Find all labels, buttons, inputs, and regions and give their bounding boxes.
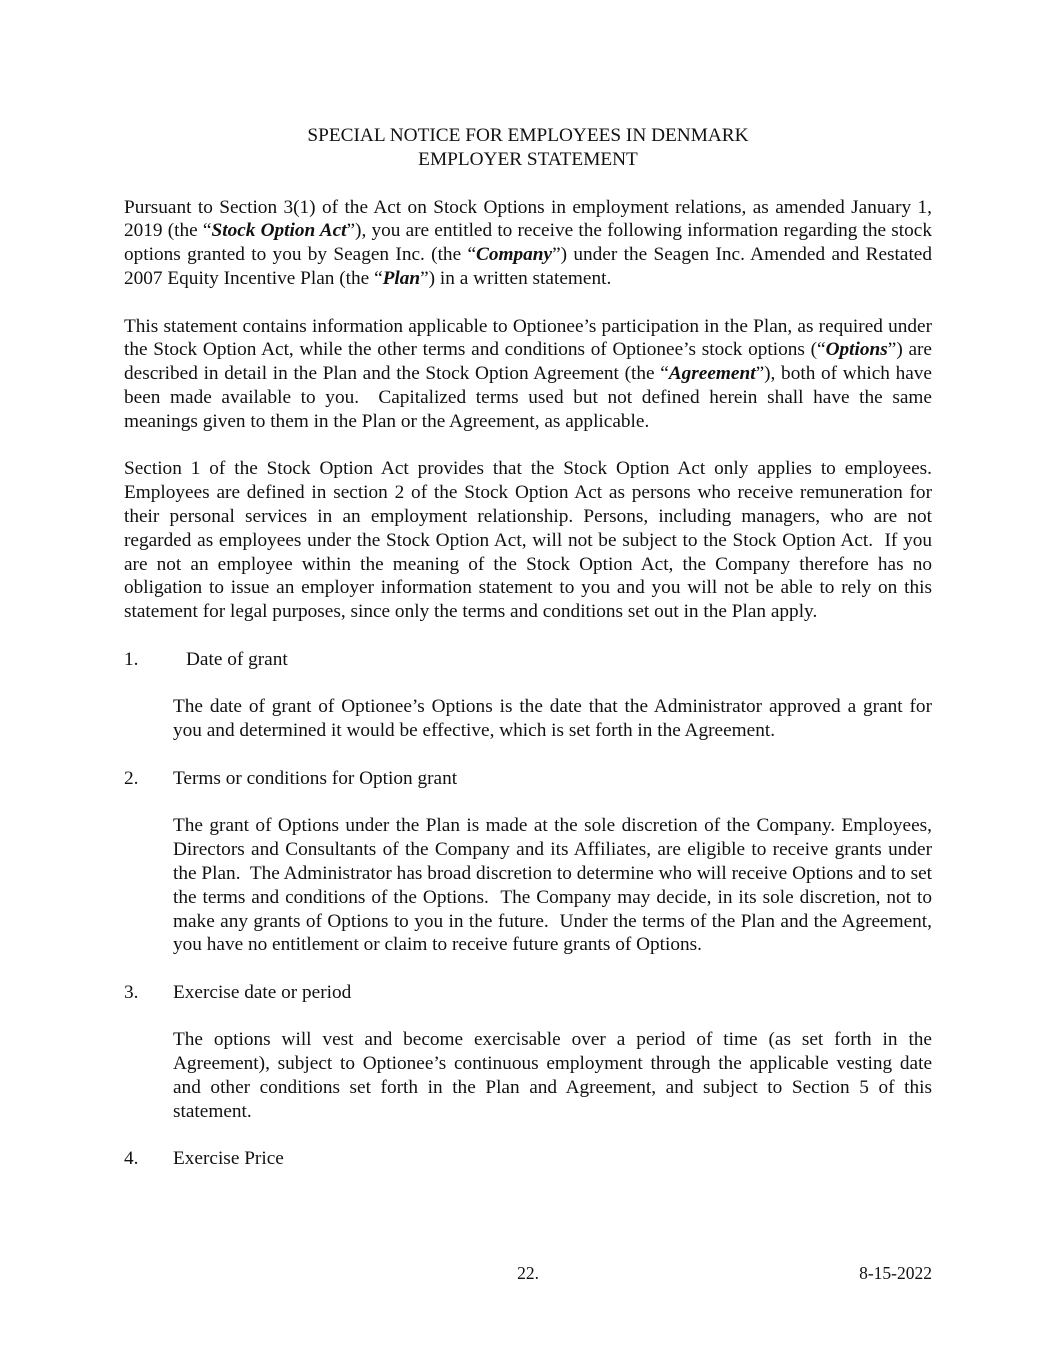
section-number: 4. [124, 1148, 139, 1170]
section-number: 1. [124, 648, 139, 670]
defined-term-stock-option-act: Stock Option Act [211, 220, 347, 242]
section-heading-4 [124, 1147, 932, 1171]
intro-p1-text-b: ”), you are entitled to receive the following information regarding the stock options granted to you by Seagen Inc. (the “ [124, 220, 932, 266]
section-heading-1 [124, 648, 932, 672]
section-title: Exercise date or period [173, 981, 352, 1003]
intro-paragraph-3: Section 1 of the Stock Option Act provides that the Stock Option Act only applies to employees. Employees are defined in section 2 of the Stock Option Act as persons who receive remuneration for their personal services in an employment relationship. Persons, including managers, who are not regarded as employees under the Stock Option Act, will not be subject to the Stock Option Act. If you are not an employee within the meaning of the Stock Option Act, the Company therefore has no obligation to issue an employer information statement to you and you will not be able to rely on this statement for legal purposes, since only the terms and conditions set out in the Plan apply. [124, 458, 932, 623]
intro-p2-text-b: ”) are described in detail in the Plan and the Stock Option Agreement (the “ [124, 339, 932, 385]
intro-p2-text-a: This statement contains information applicable to Optionee’s participation in the Plan, as required under the Stock Option Act, while the other terms and conditions of Optionee’s stock options (“ [124, 315, 932, 361]
intro-p1-text-a: Pursuant to Section 3(1) of the Act on Stock Options in employment relations, as amended January 1, 2019 (the “ [124, 196, 932, 242]
defined-term-company: Company [476, 244, 553, 266]
intro-p2-text-c: ”), both of which have been made available to you. Capitalized terms used but not defined herein shall have the same meanings given to them in the Plan or the Agreement, as applicable. [124, 363, 932, 432]
section-number: 3. [124, 981, 139, 1003]
section-title: Terms or conditions for Option grant [173, 767, 458, 789]
defined-term-plan: Plan [382, 267, 421, 289]
section-heading-3 [124, 981, 932, 1005]
intro-paragraph-1 [124, 196, 932, 291]
section-body-1: The date of grant of Optionee’s Options is the date that the Administrator approved a grant for you and determined it would be effective, which is set forth in the Agreement. [173, 696, 932, 742]
defined-term-options: Options [825, 339, 888, 361]
document-title-line-1: SPECIAL NOTICE FOR EMPLOYEES IN DENMARK [307, 125, 749, 146]
page-number: 22. [517, 1263, 539, 1283]
document-body [124, 124, 932, 1195]
defined-term-agreement: Agreement [668, 363, 756, 385]
section-body-3: The options will vest and become exercisable over a period of time (as set forth in the Agreement), subject to Optionee’s continuous employment through the applicable vesting date and other conditions set forth in the Plan and Agreement, and subject to Section 5 of this statement. [173, 1029, 932, 1122]
section-title: Date of grant [186, 648, 288, 670]
section-number: 2. [124, 767, 139, 789]
intro-paragraph-2 [124, 315, 932, 434]
section-body-2: The grant of Options under the Plan is made at the sole discretion of the Company. Employees, Directors and Consultants of the Company and its Affiliates, are eligible to receive grants under the Plan. The Administrator has broad discretion to determine who will receive Options and to set the terms and conditions of the Options. The Company may decide, in its sole discretion, not to make any grants of Options to you in the future. Under the terms of the Plan and the Agreement, you have no entitlement or claim to receive future grants of Options. [173, 815, 932, 956]
intro-p1-text-c: ”) under the Seagen Inc. Amended and Restated 2007 Equity Incentive Plan (the “ [124, 244, 932, 289]
document-title-line-2: EMPLOYER STATEMENT [418, 148, 638, 170]
intro-p1-text-d: ”) in a written statement. [420, 267, 612, 289]
section-heading-2 [124, 767, 932, 791]
footer-date: 8-15-2022 [859, 1263, 932, 1283]
section-title: Exercise Price [173, 1148, 284, 1170]
